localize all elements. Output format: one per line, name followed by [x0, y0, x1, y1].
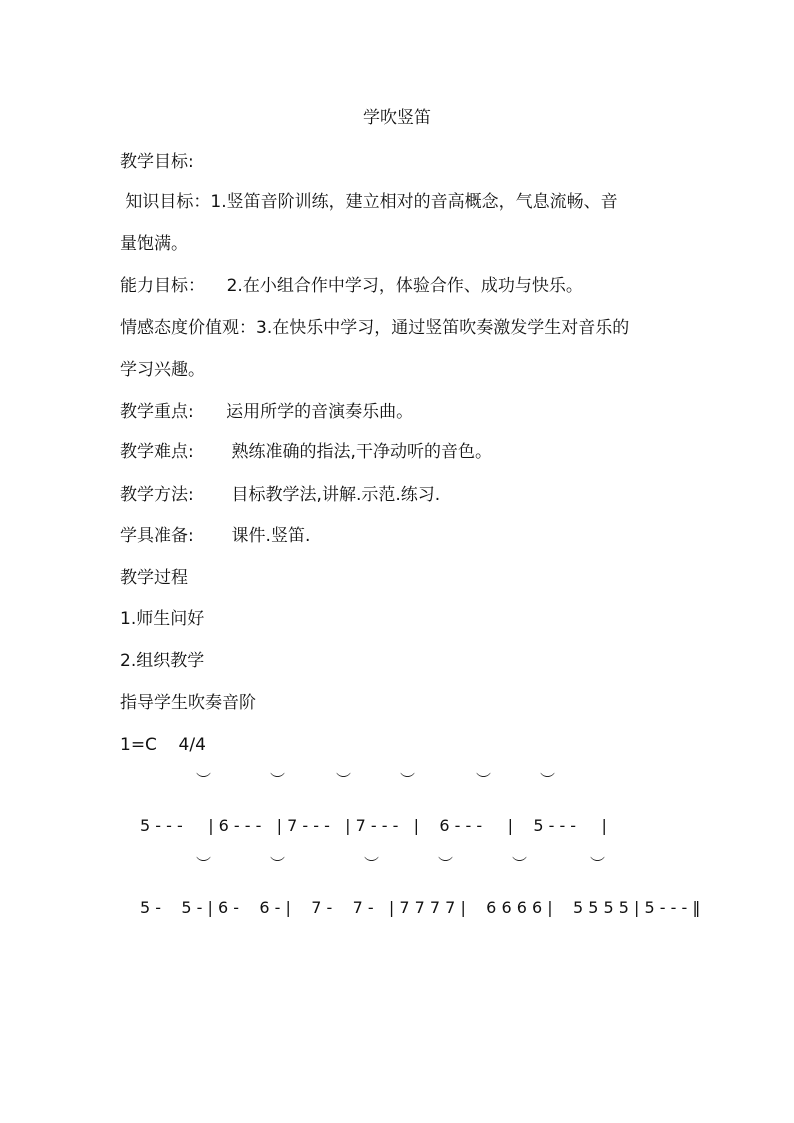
key-signature: 1=C 4/4	[120, 735, 206, 755]
document-title: 学吹竖笛	[363, 108, 431, 128]
step-2: 2.组织教学	[120, 651, 205, 671]
slur-mark: ︶	[400, 771, 416, 789]
difficult-point: 教学难点: 熟练准确的指法,干净动听的音色。	[120, 442, 492, 462]
guide-scale: 指导学生吹奏音阶	[120, 693, 256, 713]
slur-mark: ︶	[196, 855, 212, 873]
knowledge-objective-cont: 量饱满。	[120, 234, 188, 254]
score-line-2: 5 - 5 - | 6 - 6 - | 7 - 7 - | 7 7 7 7 | 6 6 6 6 | 5 5 5 5 | 5 - - - ‖	[140, 898, 701, 917]
teaching-process-heading: 教学过程	[120, 568, 188, 588]
step-1: 1.师生问好	[120, 609, 205, 629]
slur-mark: ︶	[336, 771, 352, 789]
materials-prep: 学具准备: 课件.竖笛.	[120, 526, 311, 546]
emotion-objective-cont: 学习兴趣。	[120, 360, 205, 380]
slur-mark: ︶	[540, 771, 556, 789]
slur-mark: ︶	[270, 771, 286, 789]
emotion-objective: 情感态度价值观：3.在快乐中学习，通过竖笛吹奏激发学生对音乐的	[120, 318, 630, 338]
teaching-method: 教学方法: 目标教学法,讲解.示范.练习.	[120, 485, 441, 505]
teaching-objectives-heading: 教学目标:	[120, 152, 194, 172]
slur-mark: ︶	[196, 771, 212, 789]
knowledge-objective: 知识目标：1.竖笛音阶训练，建立相对的音高概念，气息流畅、音	[120, 192, 618, 212]
key-point: 教学重点: 运用所学的音演奏乐曲。	[120, 402, 414, 422]
slur-mark: ︶	[364, 855, 380, 873]
slur-mark: ︶	[438, 855, 454, 873]
slur-mark: ︶	[270, 855, 286, 873]
slur-mark: ︶	[512, 855, 528, 873]
slur-mark: ︶	[590, 855, 606, 873]
slur-mark: ︶	[476, 771, 492, 789]
ability-objective: 能力目标： 2.在小组合作中学习，体验合作、成功与快乐。	[120, 276, 583, 296]
score-line-1: 5 - - - | 6 - - - | 7 - - - | 7 - - - | 6 - - - | 5 - - - |	[140, 816, 607, 835]
